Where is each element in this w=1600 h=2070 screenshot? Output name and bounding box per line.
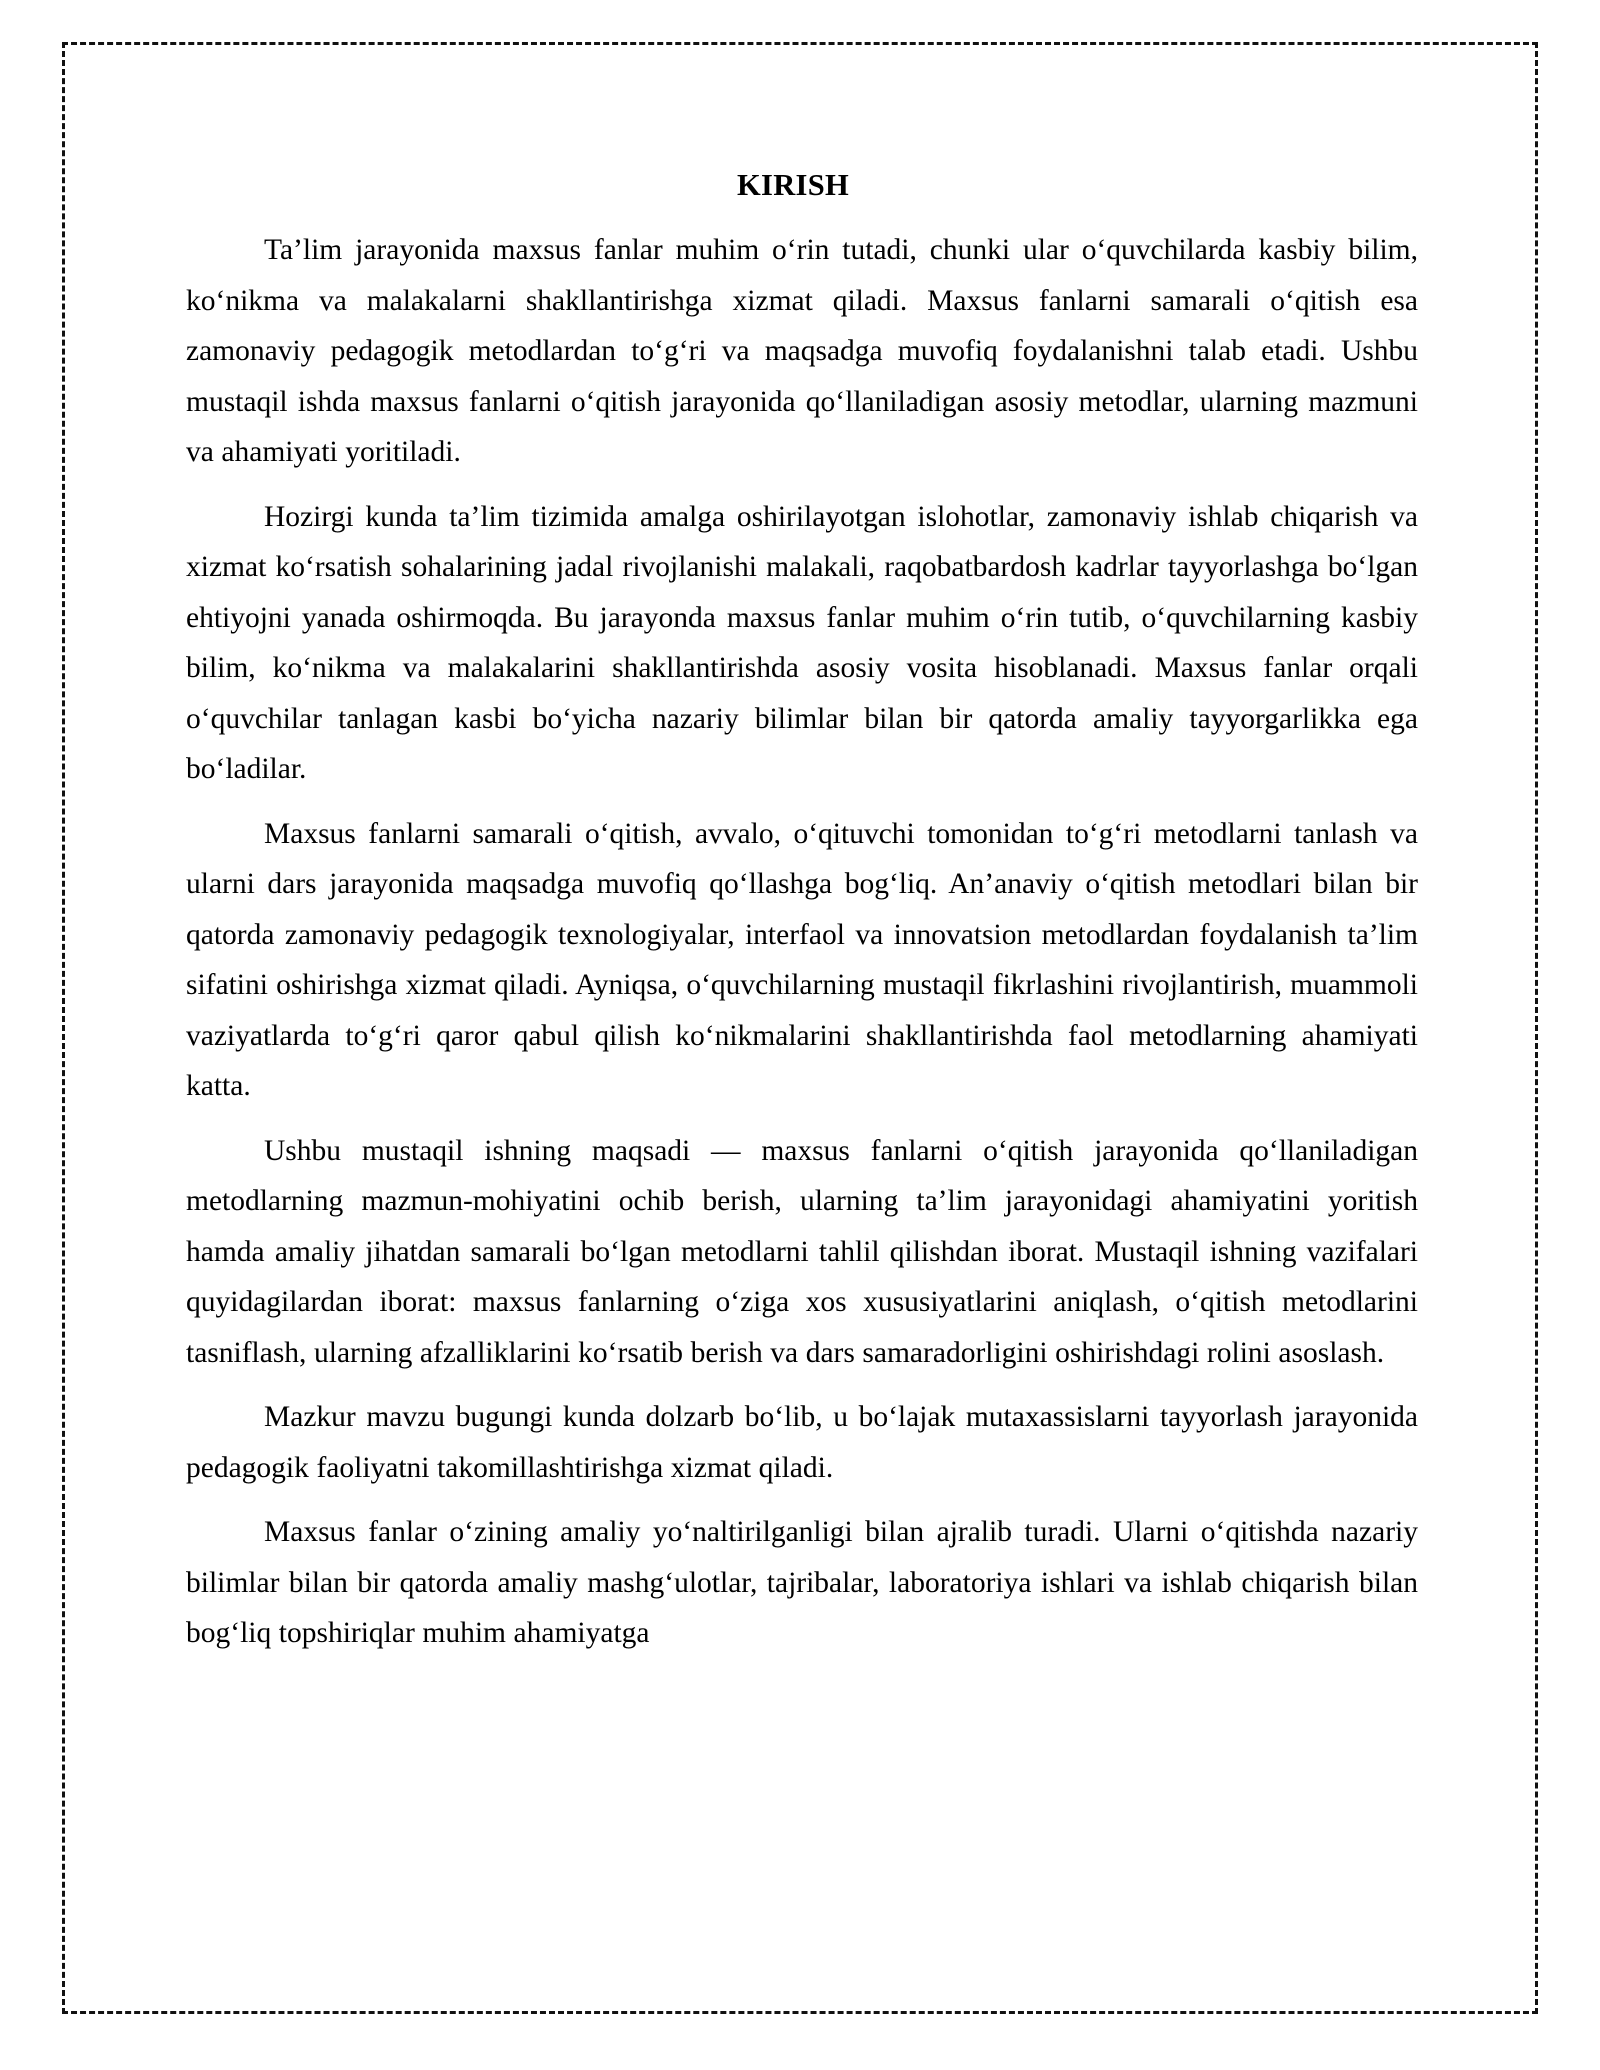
document-content: [186, 168, 1418, 1659]
paragraph-2: Hozirgi kunda ta’lim tizimida amalga oshirilayotgan islohotlar, zamonaviy ishlab chiqarish va xizmat ko‘rsatish sohalarining jadal rivojlanishi malakali, raqobatbardosh kadrlar tayyorlashga bo‘lgan ehtiyojni yanada oshirmoqda. Bu jarayonda maxsus fanlar muhim o‘rin tutib, o‘quvchilarning kasbiy bilim, ko‘nikma va malakalarini shakllantirishda asosiy vosita hisoblanadi. Maxsus fanlar orqali o‘quvchilar tanlagan kasbi bo‘yicha nazariy bilimlar bilan bir qatorda amaliy tayyorgarlikka ega bo‘ladilar.: [186, 500, 1418, 786]
paragraph-3: Maxsus fanlarni samarali o‘qitish, avvalo, o‘qituvchi tomonidan to‘g‘ri metodlarni tanlash va ularni dars jarayonida maqsadga muvofiq qo‘llashga bog‘liq. An’anaviy o‘qitish metodlari bilan bir qatorda zamonaviy pedagogik texnologiyalar, interfaol va innovatsion metodlardan foydalanish ta’lim sifatini oshirishga xizmat qiladi. Ayniqsa, o‘quvchilarning mustaqil fikrlashini rivojlantirish, muammoli vaziyatlarda to‘g‘ri qaror qabul qilish ko‘nikmalarini shakllantirishda faol metodlarning ahamiyati katta.: [186, 817, 1418, 1103]
paragraph-5: Mazkur mavzu bugungi kunda dolzarb bo‘lib, u bo‘lajak mutaxassislarni tayyorlash jarayonida pedagogik faoliyatni takomillashtirishga xizmat qiladi.: [186, 1401, 1418, 1484]
paragraph-1: Ta’lim jarayonida maxsus fanlar muhim o‘rin tutadi, chunki ular o‘quvchilarda kasbiy bilim, ko‘nikma va malakalarni shakllantirishga xizmat qiladi. Maxsus fanlarni samarali o‘qitish esa zamonaviy pedagogik metodlardan to‘g‘ri va maqsadga muvofiq foydalanishni talab etadi. Ushbu mustaqil ishda maxsus fanlarni o‘qitish jarayonida qo‘llaniladigan asosiy metodlar, ularning mazmuni va ahamiyati yoritiladi.: [186, 234, 1418, 469]
page-title: KIRISH: [737, 168, 849, 202]
paragraph-4: Ushbu mustaqil ishning maqsadi — maxsus fanlarni o‘qitish jarayonida qo‘llaniladigan metodlarning mazmun-mohiyatini ochib berish, ularning ta’lim jarayonidagi ahamiyatini yoritish hamda amaliy jihatdan samarali bo‘lgan metodlarni tahlil qilishdan iborat. Mustaqil ishning vazifalari quyidagilardan iborat: maxsus fanlarning o‘ziga xos xususiyatlarini aniqlash, o‘qitish metodlarini tasniflash, ularning afzalliklarini ko‘rsatib berish va dars samaradorligini oshirishdagi rolini asoslash.: [186, 1134, 1418, 1369]
paragraph-6: Maxsus fanlar o‘zining amaliy yo‘naltirilganligi bilan ajralib turadi. Ularni o‘qitishda nazariy bilimlar bilan bir qatorda amaliy mashg‘ulotlar, tajribalar, laboratoriya ishlari va ishlab chiqarish bilan bog‘liq topshiriqlar muhim ahamiyatga: [186, 1516, 1418, 1650]
